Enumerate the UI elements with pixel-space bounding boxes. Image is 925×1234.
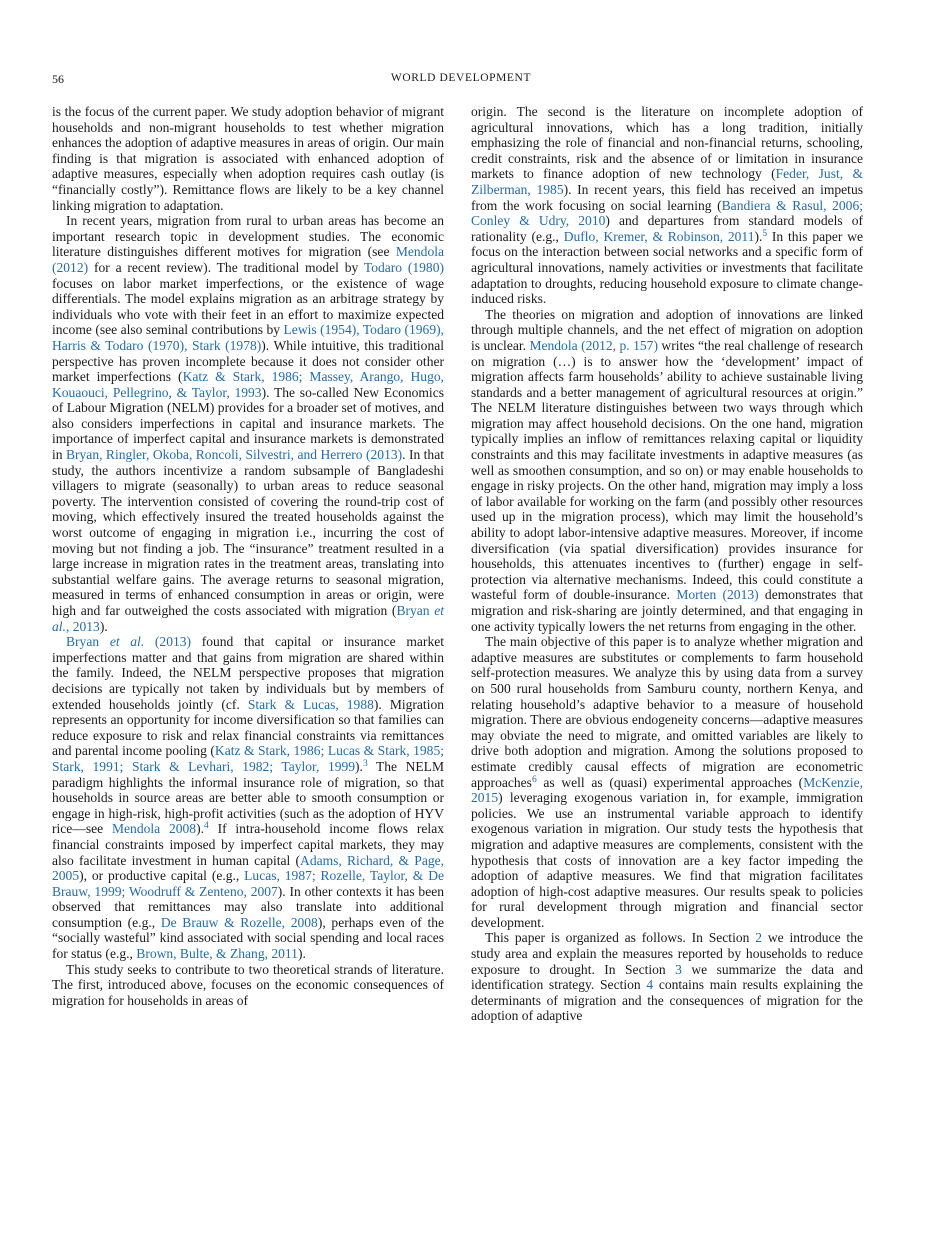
text-span: we introduce the study area and explain the measures reported by households to reduce exposure to drought. In Section [471,930,863,977]
text-span: This study seeks to contribute to two theoretical strands of literature. The first, introduced above, focuses on the economic consequences of migration for households in areas of [52,961,444,1008]
citation-link[interactable]: Lewis (1954), Todaro (1969), Harris & Todaro (1970), Stark (1978) [52,322,444,353]
paragraph [52,634,444,961]
text-span: ) leveraging exogenous variation in, for example, immigration policies. We use an instrumental variable approach to identify exogenous variation in migration. Our study tests the hypothesis that migration and adaptive measures are complements, consistent with the hypothesis that costs of innovation are a key factor impeding the adoption of adaptive measures. We find that migration facilitates adoption of high-cost adaptive measures. Our results speak to policies for rural development through migration and financial sector development. [471,790,863,930]
text-span: contains main results explaining the determinants of migration and the consequences of migration for the adoption of adaptive [471,977,863,1024]
text-span: ), perhaps even of the “socially wasteful” kind associated with social spending and local races for status (e.g., [52,914,444,962]
text-span: found that capital or insurance market imperfections matter and that gains from migration are shared within the family. Indeed, the NELM perspective proposes that migration decisions are typically not taken by individuals but by members of extended households jointly (cf. [52,634,444,712]
section-link[interactable]: 2 [755,930,762,946]
text-span: ). [297,946,306,962]
citation-link[interactable]: Morten (2013) [676,587,759,603]
text-span: , 2013 [65,618,100,634]
section-link[interactable]: 4 [646,977,654,993]
text-span: Bryan [396,603,435,618]
text-span: (2013) [144,634,192,650]
paragraph [52,962,444,1009]
paragraph [471,930,863,1024]
page-header [52,72,870,90]
citation-link[interactable]: Bryan, Ringler, Okoba, Roncoli, Silvestri, and Herrero (2013) [65,447,403,463]
text-span: et al. [109,634,145,650]
citation-link[interactable]: McKenzie, 2015 [471,774,863,806]
text-span: ) and departures from standard models of rationality (e.g., [471,213,864,244]
citation-link[interactable]: Mendola (2012, p. 157) [529,337,658,353]
paragraph [471,104,863,307]
text-span: ). While intuitive, this traditional perspective has proven incomplete because it does not consider other market imperfections ( [52,337,445,385]
text-span: . In that study, the authors incentivize a random subsample of Bangladeshi villagers to migrate (seasonally) to urban areas to reduce seasonal poverty. The intervention consisted of covering the round-trip cost of moving, which effectively insured the treated households against the worst outcome of engaging in migration i.e., incurring the cost of moving but not finding a job. The “insurance” treatment resulted in a large increase in migration rates in the treatment areas, translating into substantial welfare gains. The average returns to seasonal migration, measured in terms of enhanced consumption in areas or origin, were high and far outweighed the costs associated with migration ( [52,447,444,618]
page-number: 56 [52,72,64,86]
right-column [471,104,863,1024]
text-span: ). In other contexts it has been observed that remittances may also translate into additional consumption (e.g., [52,883,444,930]
citation-link[interactable]: De Brauw & Rozelle, 2008 [160,914,318,930]
text-span: The main objective of this paper is to analyze whether migration and adaptive measures are substitutes or complements to farm household self-protection measures. We analyze this by using data from a survey on 500 rural households from Samburu county, northern Kenya, and relating household’s adaptive behavior to a measure of household migration. There are obvious endogeneity concerns—adaptive measures may obviate the need to migrate, and omitted variables are likely to drive both adoption and migration. Among the solutions proposed to estimate credibly causal effects of migration are econometric approaches [471,634,863,790]
text-span: ). The so-called New Economics of Labour Migration (NELM) provides for a broader set of motives, and also considers imperfections in capital and insurance markets. The importance of imperfect capital and insurance markets is demonstrated in [52,384,444,463]
left-column [52,104,444,1008]
citation-link[interactable]: Stark & Lucas, 1988 [247,696,374,712]
citation-link[interactable]: Feder, Just, & Zilberman, 1985 [471,166,863,197]
footnote-marker[interactable]: 3 [362,758,368,769]
text-span: we summarize the data and identification strategy. Section [471,961,863,993]
citation-link[interactable]: Katz & Stark, 1986; Lucas & Stark, 1985; Stark, 1991; Stark & Levhari, 1982; Taylor, 1999 [52,743,444,774]
footnote-marker[interactable]: 6 [531,774,537,785]
text-span: In this paper we focus on the interaction between social networks and a specific form of agricultural innovations, namely activities or investments that facilitate adaptation to droughts, reducing household exposure to climate change-induced risks. [471,228,863,307]
paragraph [471,634,863,930]
text-span: The theories on migration and adoption of innovations are linked through multiple channels, and the net effect of migration on adoption is unclear. [471,306,863,353]
citation-link[interactable]: Duflo, Kremer, & Robinson, 2011 [563,228,755,244]
citation-link[interactable] [66,634,191,649]
journal-title: WORLD DEVELOPMENT [390,72,532,84]
text-span: The NELM paradigm highlights the informal insurance role of migration, so that households in source areas are better able to smooth consumption or engage in high-risk, high-profit activities (such as the adoption of HYV rice—see [52,758,444,837]
text-span: et al. [52,603,444,634]
text-span: origin. The second is the literature on incomplete adoption of agricultural innovations, which has a long tradition, initially emphasizing the role of financial and non-financial returns, schooling, credit constraints, risk and the absence of or limitation in insurance markets to finance adoption of new technology ( [471,104,863,182]
text-span: ). [99,618,108,634]
footnote-marker[interactable]: 4 [203,821,209,832]
text-span: ). Migration represents an opportunity for income diversification so that families can reduce exposure to risk and relax financial constraints via remittances and parental income pooling ( [52,696,445,759]
text-span: writes “the real challenge of research on migration (…) is to answer how the ‘development’ impact of migration affects farm households’ ability to achieve sustainable living standards and a better management of agricultural resources at origin.” The NELM literature distinguishes between two ways through which migration may affect household decisions. On the one hand, migration typically implies an inflow of remittances relaxing capital or liquidity constraints and this may facilitate investments in adaptive measures (as well as smoothen consumption, and so on) or may enable households to engage in risky projects. On the other hand, migration may imply a loss of labor available for working on the farm (and possibly other resources used up in the migration process), which may limit the household’s ability to adopt labor-intensive adaptive measures. Moreover, if income diversification (via spatial diversification) provides insurance for households, this attenuates incentives to (further) engage in self-protection via alternative mechanisms. Indeed, this could constitute a wasteful form of double-insurance. [471,337,863,603]
text-span: ). In recent years, this field has received an impetus from the work focusing on social learning ( [471,181,863,213]
section-link[interactable]: 3 [675,961,682,977]
text-span: In recent years, migration from rural to urban areas has become an important research topic in development studies. The economic literature distinguishes different motives for migration (see [52,213,444,260]
text-span: is the focus of the current paper. We study adoption behavior of migrant households and non-migrant households to test whether migration enhances the adoption of adaptive measures in areas of origin. Our main finding is that migration is associated with enhanced adoption of adaptive measures, especially when adoption requires cash outlay (is “financially costly”). Remittance flows are likely to be a key channel linking migration to adaptation. [52,104,444,213]
footnote-marker[interactable]: 5 [762,228,768,239]
text-span: ). [754,228,763,244]
text-span: focuses on labor market imperfections, or the existence of wage differentials. The model explains migration as an arbitrage strategy by individuals who vote with their feet in an effort to maximize expected income (see also seminal contributions by [52,275,444,338]
citation-link[interactable]: Brown, Bulte, & Zhang, 2011 [136,946,298,962]
citation-link[interactable]: Mendola 2008 [111,821,197,837]
citation-link[interactable]: Katz & Stark, 1986; Massey, Arango, Hugo, Kouaouci, Pellegrino, & Taylor, 1993 [52,369,444,400]
text-span: for a recent review). The traditional model by [88,259,364,275]
text-span: ), or productive capital (e.g., [79,868,245,884]
citation-link[interactable]: Bandiera & Rasul, 2006; Conley & Udry, 2010 [471,197,863,229]
paragraph [52,213,444,634]
paragraph [471,307,863,634]
text-span: ). [355,758,363,774]
text-span: This paper is organized as follows. In Section [485,930,756,946]
citation-link[interactable]: Lucas, 1987; Rozelle, Taylor, & De Brauw, 1999; Woodruff & Zenteno, 2007 [52,868,444,899]
citation-link[interactable]: Mendola (2012) [52,244,444,275]
citation-link[interactable]: Todaro (1980) [363,259,444,275]
text-span: ). [196,821,204,837]
text-span: demonstrates that migration and risk-sharing are jointly determined, and that engaging in one activity typically lowers the net returns from engaging in the other. [471,587,864,634]
paragraph [52,104,444,213]
text-span: If intra-household income flows relax financial constraints imposed by imperfect capital markets, they may also facilitate investment in human capital ( [52,821,444,868]
text-span: as well as (quasi) experimental approaches ( [536,774,804,790]
text-span: Bryan [66,634,110,650]
citation-link[interactable]: Adams, Richard, & Page, 2005 [52,852,444,884]
